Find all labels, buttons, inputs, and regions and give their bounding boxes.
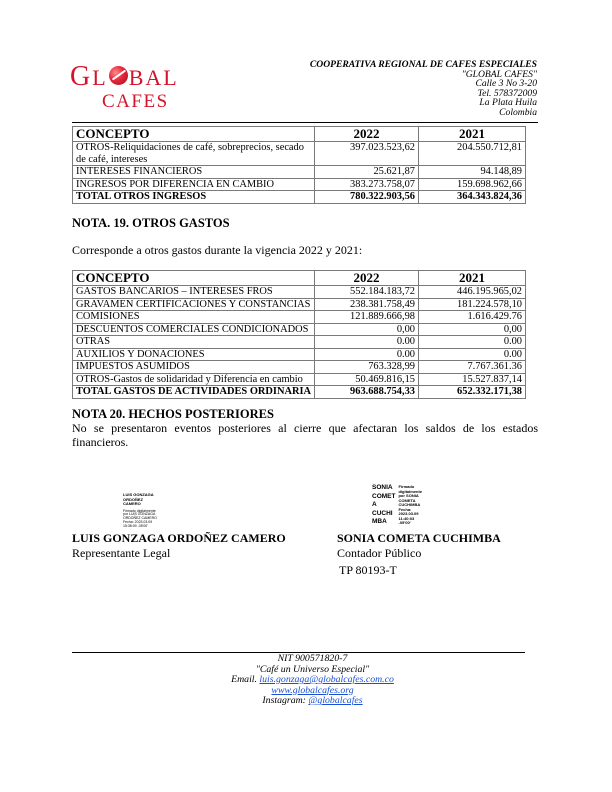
stamp-detail-line: COMETA <box>398 497 416 503</box>
otros-gastos-table <box>72 270 526 399</box>
nota20-heading: NOTA 20. HECHOS POSTERIORES <box>72 407 274 421</box>
stamp-detail-line: ORDOÑEZ CAMERO <box>123 516 157 521</box>
cell-2022: 552.184.183,72 <box>315 286 419 299</box>
col-2022: 2022 <box>315 127 419 142</box>
signer-role: Contador Público <box>337 546 422 560</box>
cell-concepto: GRAVAMEN CERTIFICACIONES Y CONSTANCIAS <box>73 298 315 311</box>
digital-signature-stamp-left <box>123 493 157 528</box>
footer-instagram-link[interactable]: @globalcafes <box>308 695 363 706</box>
cell-concepto: GASTOS BANCARIOS – INTERESES FROS <box>73 286 315 299</box>
cell-2022: 0,00 <box>315 323 419 336</box>
signer-name: LUIS GONZAGA ORDOÑEZ CAMERO <box>72 531 286 545</box>
cell-2021: 7.767.361.36 <box>419 361 526 374</box>
cell-2022: 50.469.816,15 <box>315 373 419 386</box>
logo-wordmark: GL BAL <box>70 61 179 92</box>
stamp-detail-line: Fecha: <box>398 506 412 512</box>
signature-block-left <box>72 531 286 561</box>
cell-2022: 121.889.666,98 <box>315 311 419 324</box>
stamp-detail-line: Firmado <box>398 484 415 489</box>
table-row <box>73 298 526 311</box>
company-logo <box>70 63 200 113</box>
stamp-detail-line: por SONIA <box>398 493 419 498</box>
page-footer <box>200 654 425 707</box>
footer-slogan: "Café un Universo Especial" <box>255 663 370 675</box>
stamp-detail-line: 15:38:09 -05'00' <box>123 523 148 528</box>
stamp-name-line: COMET <box>372 492 396 500</box>
cell-2021: 204.550.712,81 <box>419 142 526 166</box>
table-row <box>73 348 526 361</box>
cell-2022: 0.00 <box>315 348 419 361</box>
signer-license: TP 80193-T <box>339 563 397 577</box>
org-street: Calle 3 No 3-20 <box>475 78 537 89</box>
cell-concepto: IMPUESTOS ASUMIDOS <box>73 361 315 374</box>
cell-2021: 94.148,89 <box>419 166 526 179</box>
col-concepto: CONCEPTO <box>73 271 315 286</box>
table-row <box>73 336 526 349</box>
stamp-detail-line: por LUIS GONZAGA <box>123 512 156 517</box>
cell-2022: 763.328,99 <box>315 361 419 374</box>
cell-2021: 652.332.171,38 <box>419 386 526 399</box>
cell-2022: 0.00 <box>315 336 419 349</box>
table-total-row <box>73 386 526 399</box>
org-short-name: "GLOBAL CAFES" <box>461 68 537 80</box>
cell-concepto: AUXILIOS Y DONACIONES <box>73 348 315 361</box>
cell-concepto: COMISIONES <box>73 311 315 324</box>
cell-concepto: INTERESES FINANCIEROS <box>73 166 315 179</box>
table-row <box>73 323 526 336</box>
stamp-detail-line: Firmado digitalmente <box>123 508 156 513</box>
cell-2022: 25.621,87 <box>315 166 419 179</box>
org-country: Colombia <box>499 106 537 118</box>
footer-email-label: Email. <box>231 674 257 685</box>
cell-2021: 1.616.429.76 <box>419 311 526 324</box>
stamp-name-line: CUCHI <box>372 509 393 517</box>
cell-2021: 0,00 <box>419 323 526 336</box>
col-2021: 2021 <box>419 271 526 286</box>
cell-2021: 446.195.965,02 <box>419 286 526 299</box>
footer-instagram-line <box>200 696 425 707</box>
stamp-name-line: ORDOÑEZ <box>123 496 143 502</box>
company-address <box>310 60 537 117</box>
signature-block-right <box>337 531 501 578</box>
cell-concepto: OTROS-Reliquidaciones de café, sobreprecios, secado de café, intereses <box>73 142 315 166</box>
footer-email-link[interactable]: luis.gonzaga@globalcafes.com.co <box>259 674 394 685</box>
cell-2021: 0.00 <box>419 336 526 349</box>
cell-concepto: OTRAS <box>73 336 315 349</box>
stamp-detail-line: -05'00' <box>398 520 411 525</box>
org-name: COOPERATIVA REGIONAL DE CAFES ESPECIALES <box>309 59 537 70</box>
cell-2022: 397.023.523,62 <box>315 142 419 166</box>
footer-instagram-label: Instagram: <box>262 695 306 706</box>
stamp-name-line: A <box>372 501 377 508</box>
coffee-bean-globe-icon <box>109 66 128 85</box>
col-2022: 2022 <box>315 271 419 286</box>
cell-concepto: INGRESOS POR DIFERENCIA EN CAMBIO <box>73 178 315 191</box>
stamp-name-line: SONIA <box>372 484 393 491</box>
table-row <box>73 311 526 324</box>
table-header-row <box>73 127 526 142</box>
digital-signature-stamp-right <box>372 484 422 527</box>
org-city: La Plata Huila <box>479 97 537 108</box>
cell-2021: 181.224.578,10 <box>419 298 526 311</box>
cell-2022: 780.322.903,56 <box>315 191 419 204</box>
cell-2022: 238.381.758,49 <box>315 298 419 311</box>
stamp-detail-line: digitalmente <box>398 488 423 494</box>
stamp-detail-line: Fecha: 2023.03.09 <box>123 519 153 524</box>
signer-role: Representante Legal <box>72 546 171 560</box>
cell-2021: 15.527.837,14 <box>419 373 526 386</box>
stamp-detail-line: 11:40:03 <box>398 515 415 521</box>
cell-2021: 364.343.824,36 <box>419 191 526 204</box>
footer-website-link[interactable]: www.globalcafes.org <box>271 684 354 696</box>
org-phone: Tel. 578372009 <box>477 87 537 99</box>
cell-2021: 0.00 <box>419 348 526 361</box>
cell-2022: 383.273.758,07 <box>315 178 419 191</box>
cell-concepto: TOTAL OTROS INGRESOS <box>73 191 315 204</box>
otros-ingresos-table <box>72 126 526 204</box>
cell-2021: 159.698.962,66 <box>419 178 526 191</box>
cell-2022: 963.688.754,33 <box>315 386 419 399</box>
stamp-name-line: MBA <box>372 518 387 525</box>
signer-name: SONIA COMETA CUCHIMBA <box>337 531 501 545</box>
stamp-detail-line: 2023.03.09 <box>398 511 419 516</box>
nota20-text: No se presentaron eventos posteriores al cierre que afectaran los saldos de los estados financieros. <box>72 421 538 449</box>
table-row <box>73 286 526 299</box>
nota19-heading: NOTA. 19. OTROS GASTOS <box>72 216 230 230</box>
cell-concepto: DESCUENTOS COMERCIALES CONDICIONADOS <box>73 323 315 336</box>
footer-nit: NIT 900571820-7 <box>277 653 348 664</box>
stamp-name-line: CAMERO <box>123 501 141 506</box>
stamp-detail-line: CUCHIMBA <box>398 502 421 507</box>
cell-concepto: TOTAL GASTOS DE ACTIVIDADES ORDINARIA <box>73 386 315 399</box>
header-divider <box>72 122 538 123</box>
table-total-row <box>73 191 526 204</box>
col-concepto: CONCEPTO <box>73 127 315 142</box>
table-row <box>73 178 526 191</box>
stamp-name-line: LUIS GONZAGA <box>123 492 154 497</box>
table-row <box>73 361 526 374</box>
table-row <box>73 373 526 386</box>
table-row <box>73 142 526 166</box>
table-row <box>73 166 526 179</box>
table-header-row <box>73 271 526 286</box>
cell-concepto: OTROS-Gastos de solidaridad y Diferencia en cambio <box>73 373 315 386</box>
logo-subtitle: CAFES <box>102 91 169 112</box>
col-2021: 2021 <box>419 127 526 142</box>
nota19-intro: Corresponde a otros gastos durante la vigencia 2022 y 2021: <box>72 243 363 257</box>
